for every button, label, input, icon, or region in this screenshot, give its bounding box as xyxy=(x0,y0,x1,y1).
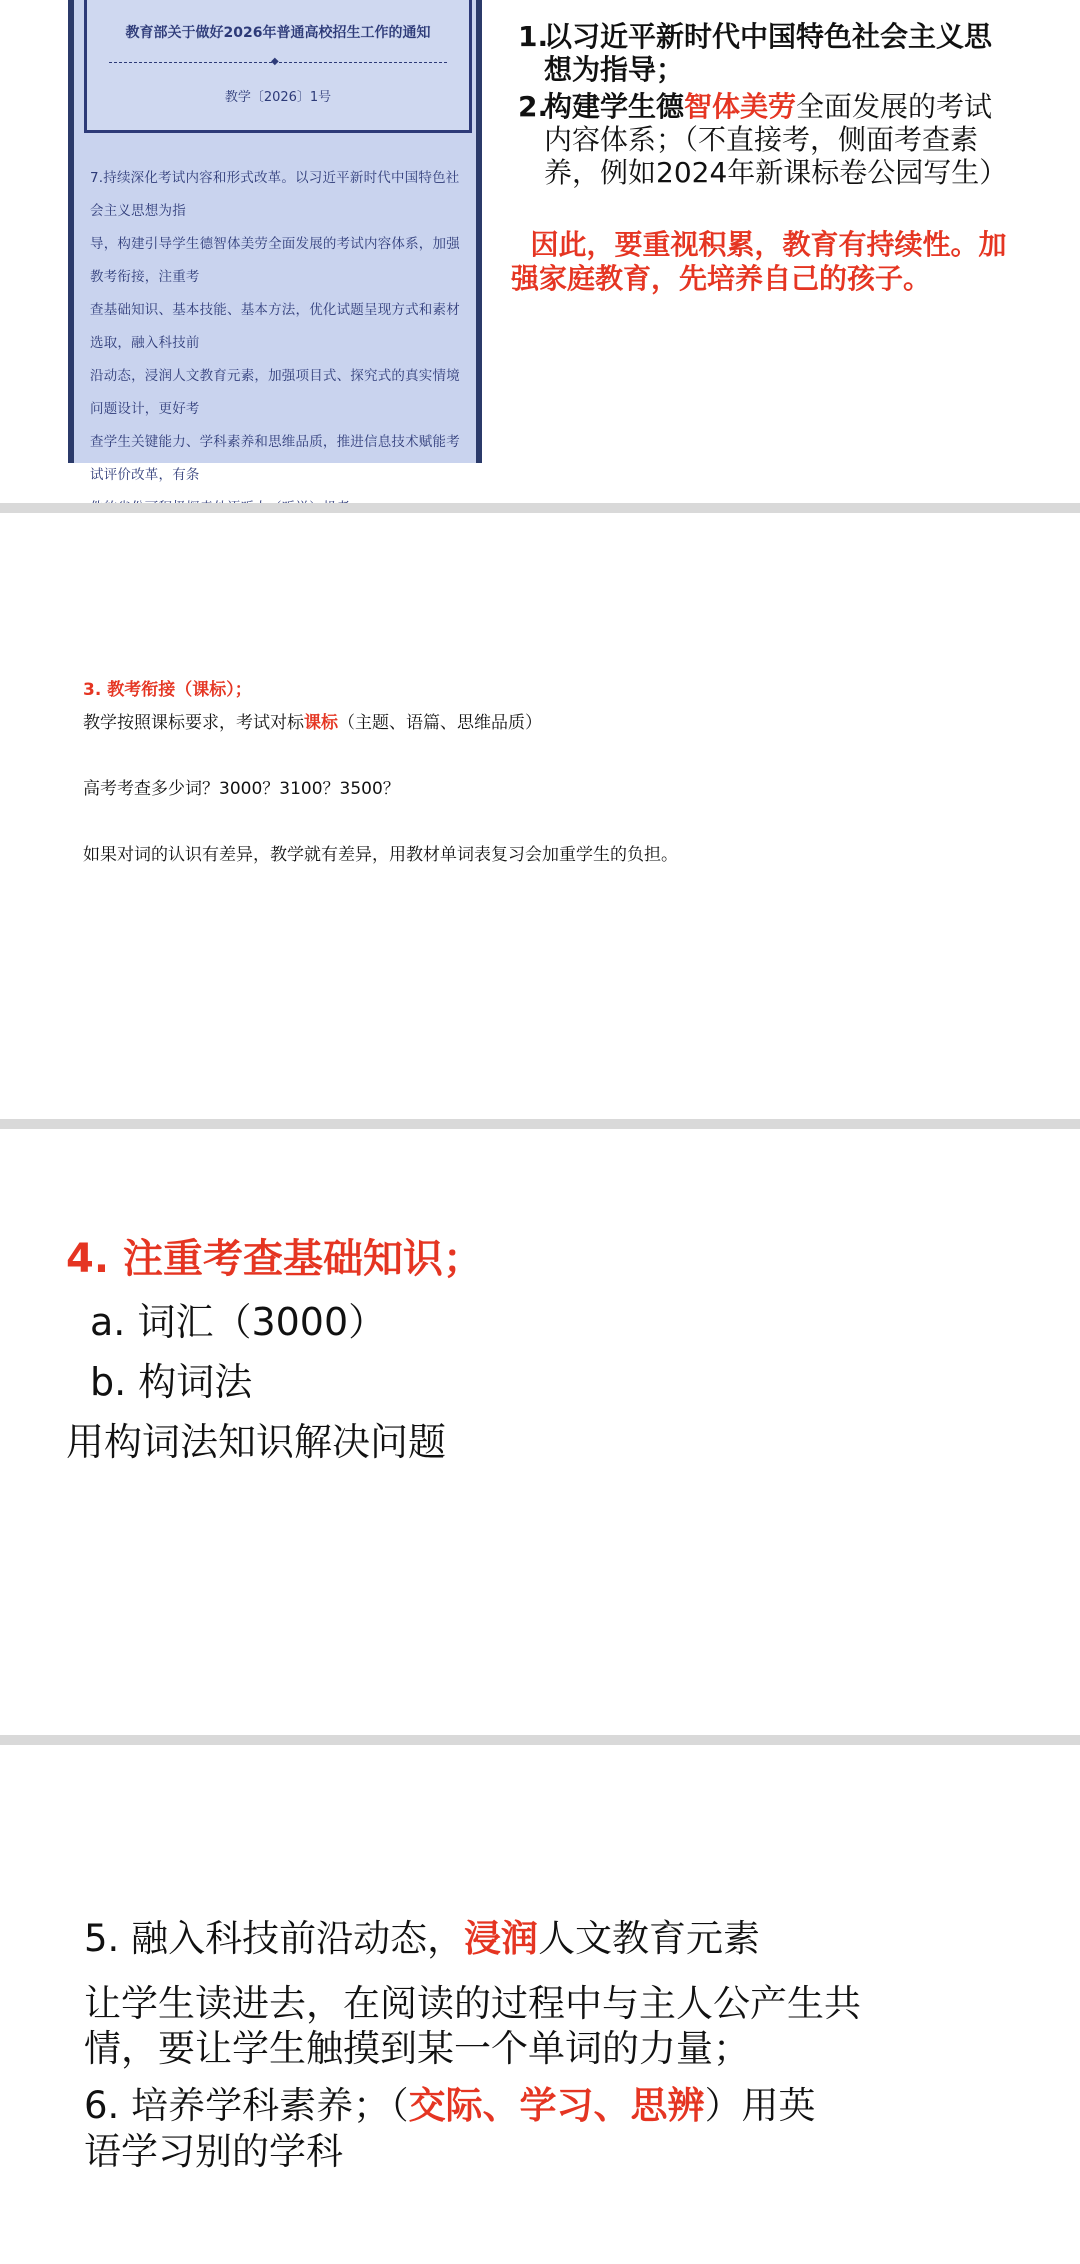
list-item-b: b. 构词法 xyxy=(90,1360,253,1404)
body-text-post: 人文教育元素 xyxy=(538,1917,761,1960)
point-text: 以习近平新时代中国特色社会主义思想为指导； xyxy=(544,20,993,86)
notice-title: 教育部关于做好2026年普通高校招生工作的通知 xyxy=(125,25,431,41)
point-text-post: 全面发展的考试内容体系；（不直接考，侧面考查素养，例如2024年新课标卷公园写生） xyxy=(544,90,1008,189)
point-highlight: 智体美劳 xyxy=(684,90,797,123)
body-text-post: ）用英 xyxy=(704,2084,816,2127)
notice-header-box xyxy=(84,0,472,133)
body-line: 语学习别的学科 xyxy=(84,2130,343,2173)
point-number: 1. xyxy=(518,20,549,53)
body-line: 情，要让学生触摸到某一个单词的力量； xyxy=(84,2027,750,2070)
slide-divider xyxy=(0,1119,1080,1129)
slide-literacy xyxy=(0,1745,1080,2264)
notice-body xyxy=(90,162,466,525)
slide-divider xyxy=(0,1735,1080,1745)
slide-teaching-exam-link xyxy=(0,513,1080,1119)
body-highlight: 交际、学习、思辨 xyxy=(408,2084,705,2127)
body-highlight: 课标 xyxy=(304,713,338,733)
body-text-pre: 教学按照课标要求，考试对标 xyxy=(83,713,304,733)
body-line xyxy=(83,708,542,733)
points-list xyxy=(518,20,1018,193)
slide-policy-notice xyxy=(0,0,1080,503)
point-item-1 xyxy=(518,20,1018,86)
body-line: 让学生读进去，在阅读的过程中与主人公产生共 xyxy=(84,1982,861,2025)
notice-doc-number: 教学〔2026〕1号 xyxy=(224,90,332,105)
notice-body-line: 查基础知识、基本技能、基本方法，优化试题呈现方式和素材选取，融入科技前 xyxy=(90,302,460,351)
notice-document xyxy=(74,0,476,483)
diamond-icon: ◆ xyxy=(271,56,279,67)
body-text-post: （主题、语篇、思维品质） xyxy=(338,713,542,733)
notice-body-line: 7.持续深化考试内容和形式改革。以习近平新时代中国特色社会主义思想为指 xyxy=(90,170,460,219)
notice-body-line: 查学生关键能力、学科素养和思维品质，推进信息技术赋能考试评价改革，有条 xyxy=(90,434,460,483)
conclusion-text xyxy=(511,228,1011,296)
body-line: 如果对词的认识有差异，教学就有差异，用教材单词表复习会加重学生的负担。 xyxy=(83,845,678,865)
slide-basic-knowledge xyxy=(0,1129,1080,1735)
section-heading: 3. 教考衔接（课标）； xyxy=(83,680,252,700)
slide-divider xyxy=(0,503,1080,513)
notice-photo xyxy=(68,0,482,483)
point-item-2 xyxy=(518,90,1018,189)
body-line: 高考考查多少词？3000？3100？3500？ xyxy=(83,779,400,799)
list-item-a: a. 词汇（3000） xyxy=(90,1300,387,1344)
body-line xyxy=(84,1908,760,1962)
body-text-pre: 5. 融入科技前沿动态， xyxy=(84,1917,465,1960)
notice-body-line: 导，构建引导学生德智体美劳全面发展的考试内容体系，加强教考衔接，注重考 xyxy=(90,236,460,285)
notice-body-line: 沿动态，浸润人文教育元素，加强项目式、探究式的真实情境问题设计，更好考 xyxy=(90,368,460,417)
conclusion-body: 因此，要重视积累，教育有持续性。加强家庭教育，先培养自己的孩子。 xyxy=(511,228,1007,295)
note-text: 用构词法知识解决问题 xyxy=(66,1420,447,1464)
body-text-pre: 6. 培养学科素养；（ xyxy=(84,2084,409,2127)
point-text-pre: 构建学生德 xyxy=(544,90,685,123)
point-number: 2. xyxy=(518,90,549,123)
section-heading: 4. 注重考查基础知识； xyxy=(66,1236,483,1282)
body-highlight: 浸润 xyxy=(464,1917,539,1960)
